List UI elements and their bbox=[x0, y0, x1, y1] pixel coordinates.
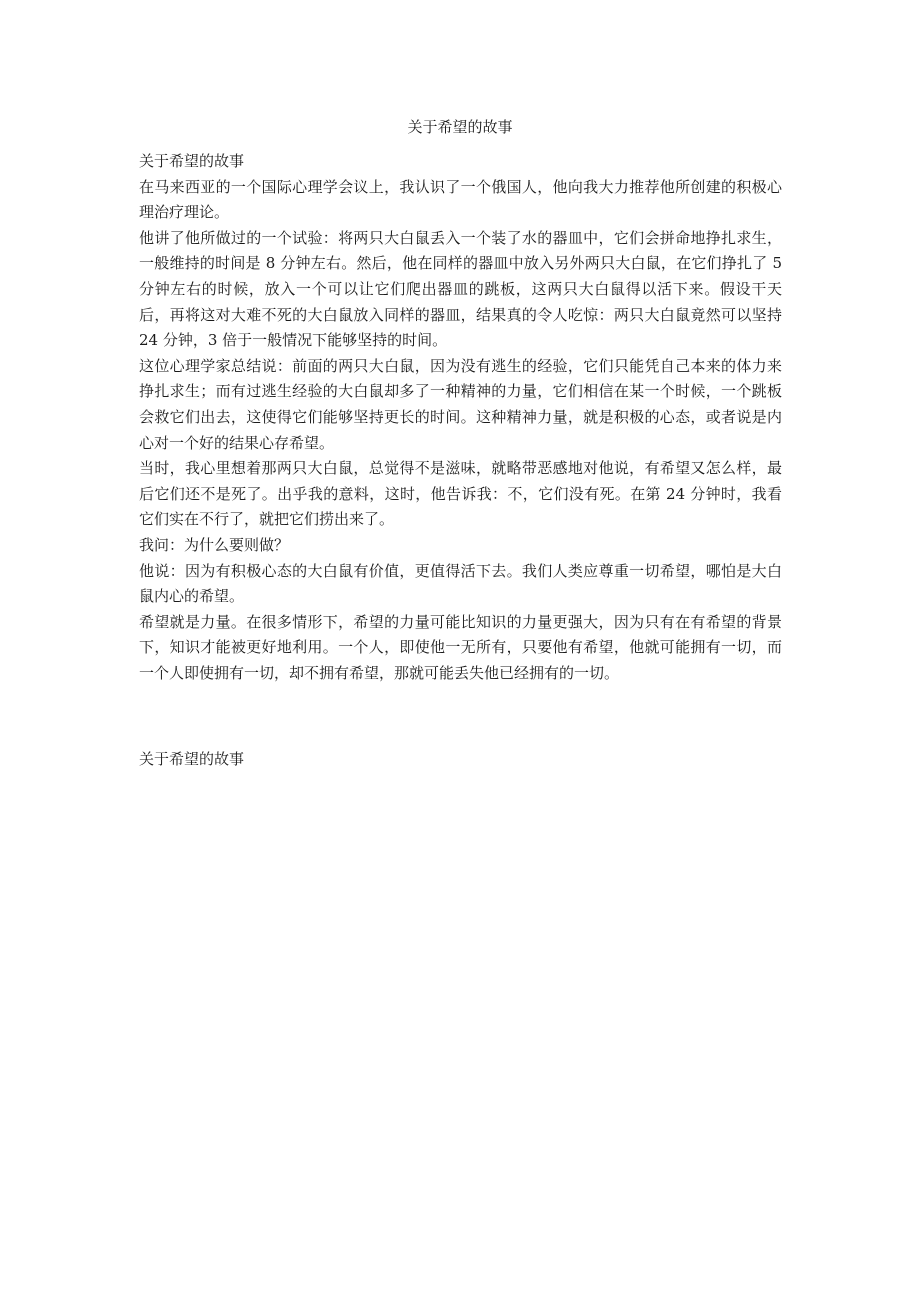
page-title: 关于希望的故事 bbox=[407, 118, 513, 136]
paragraph-1: 在马来西亚的一个国际心理学会议上，我认识了一个俄国人，他向我大力推荐他所创建的积极心理治疗理论。 bbox=[139, 177, 782, 222]
paragraph-2: 他讲了他所做过的一个试验：将两只大白鼠丢入一个装了水的器皿中，它们会拼命地挣扎求生，一般维持的时间是 8 分钟左右。然后，他在同样的器皿中放入另外两只大白鼠，在它们挣扎了 5 分钟左右的时候，放入一个可以让它们爬出器皿的跳板，这两只大白鼠得以活下来。假设干天后，再将这对大难不死的大白鼠放入同样的器皿，结果真的令人吃惊：两只大白鼠竟然可以坚持 24 分钟，3 倍于一般情况下能够坚持的时间。 bbox=[139, 228, 782, 350]
paragraph-7: 希望就是力量。在很多情形下，希望的力量可能比知识的力量更强大，因为只有在有希望的背景下，知识才能被更好地利用。一个人，即使他一无所有，只要他有希望，他就可能拥有一切，而一个人即使拥有一切，却不拥有希望，那就可能丢失他已经拥有的一切。 bbox=[139, 612, 782, 682]
paragraph-4: 当时，我心里想着那两只大白鼠，总觉得不是滋味，就略带恶感地对他说，有希望又怎么样，最后它们还不是死了。出乎我的意料，这时，他告诉我：不，它们没有死。在第 24 分钟时，我看它们实在不行了，就把它们捞出来了。 bbox=[139, 459, 782, 529]
paragraph-6: 他说：因为有积极心态的大白鼠有价值，更值得活下去。我们人类应尊重一切希望，哪怕是大白鼠内心的希望。 bbox=[139, 561, 782, 606]
document-body bbox=[139, 149, 782, 686]
paragraph-subtitle: 关于希望的故事 bbox=[139, 152, 245, 170]
footer-title: 关于希望的故事 bbox=[139, 750, 245, 768]
paragraph-5: 我问：为什么要则做？ bbox=[139, 535, 290, 554]
paragraph-3: 这位心理学家总结说：前面的两只大白鼠，因为没有逃生的经验，它们只能凭自己本来的体力来挣扎求生；而有过逃生经验的大白鼠却多了一种精神的力量，它们相信在某一个时候，一个跳板会救它们出去，这使得它们能够坚持更长的时间。这种精神力量，就是积极的心态，或者说是内心对一个好的结果心存希望。 bbox=[139, 356, 782, 452]
